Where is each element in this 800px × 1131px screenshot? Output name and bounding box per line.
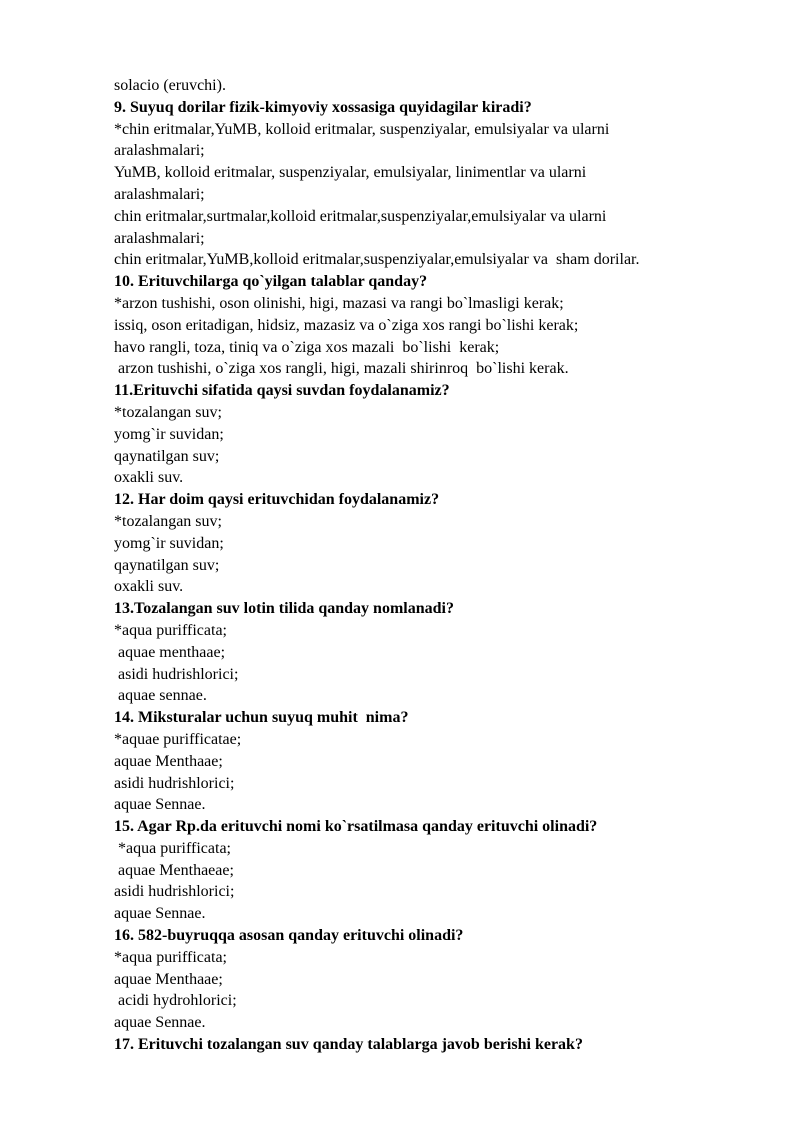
question-heading: 15. Agar Rp.da erituvchi nomi ko`rsatilmasa qanday erituvchi olinadi? — [114, 818, 598, 836]
answer-line: qaynatilgan suv; — [114, 447, 220, 465]
answer-line: *tozalangan suv; — [114, 403, 222, 421]
answer-line: aquae Sennae. — [114, 905, 206, 923]
answer-line: aquae Menthaae; — [114, 752, 223, 770]
answer-line: *aquae purifficatae; — [114, 730, 242, 748]
answer-line: oxakli suv. — [114, 578, 184, 596]
answer-line: aralashmalari; — [114, 229, 205, 247]
question-heading: 11.Erituvchi sifatida qaysi suvdan foydalanamiz? — [114, 382, 450, 400]
answer-line: aquae sennae. — [114, 687, 207, 705]
answer-line: asidi hudrishlorici; — [114, 774, 235, 792]
answer-line: aralashmalari; — [114, 142, 205, 160]
answer-line: solacio (eruvchi). — [114, 77, 226, 94]
answer-line: *tozalangan suv; — [114, 512, 222, 530]
answer-line: *chin eritmalar,YuMB, kolloid eritmalar, suspenziyalar, emulsiyalar va ularni — [114, 120, 610, 138]
answer-line: *aqua purifficata; — [114, 948, 227, 966]
answer-line: yomg`ir suvidan; — [114, 534, 224, 552]
answer-line: aquae Sennae. — [114, 796, 206, 814]
answer-line: arzon tushishi, o`ziga xos rangli, higi, mazali shirinroq bo`lishi kerak. — [114, 360, 569, 378]
answer-line: havo rangli, toza, tiniq va o`ziga xos mazali bo`lishi kerak; — [114, 338, 500, 356]
question-heading: 9. Suyuq dorilar fizik-kimyoviy xossasiga quyidagilar kiradi? — [114, 98, 532, 116]
answer-line: qaynatilgan suv; — [114, 556, 220, 574]
answer-line: chin eritmalar,surtmalar,kolloid eritmalar,suspenziyalar,emulsiyalar va ularni — [114, 207, 607, 225]
answer-line: aquae menthaae; — [114, 643, 226, 661]
answer-line: *arzon tushishi, oson olinishi, higi, mazasi va rangi bo`lmasligi kerak; — [114, 294, 564, 312]
question-heading: 10. Erituvchilarga qo`yilgan talablar qanday? — [114, 273, 428, 291]
answer-line: aquae Menthaeae; — [114, 861, 234, 879]
answer-line: *aqua purifficata; — [114, 621, 227, 639]
answer-line: aquae Sennae. — [114, 1014, 206, 1032]
question-heading: 12. Har doim qaysi erituvchidan foydalanamiz? — [114, 491, 440, 509]
answer-line: *aqua purifficata; — [114, 839, 231, 857]
answer-line: asidi hudrishlorici; — [114, 883, 235, 901]
answer-line: asidi hudrishlorici; — [114, 665, 239, 683]
answer-line: oxakli suv. — [114, 469, 184, 487]
question-heading: 13.Tozalangan suv lotin tilida qanday nomlanadi? — [114, 600, 454, 618]
answer-line: aralashmalari; — [114, 185, 205, 203]
question-heading: 17. Erituvchi tozalangan suv qanday talablarga javob berishi kerak? — [114, 1036, 583, 1054]
question-heading: 14. Miksturalar uchun suyuq muhit nima? — [114, 709, 409, 727]
question-heading: 16. 582-buyruqqa asosan qanday erituvchi olinadi? — [114, 927, 464, 945]
answer-line: YuMB, kolloid eritmalar, suspenziyalar, emulsiyalar, linimentlar va ularni — [114, 164, 587, 182]
answer-line: issiq, oson eritadigan, hidsiz, mazasiz va o`ziga xos rangi bo`lishi kerak; — [114, 316, 579, 334]
answer-line: chin eritmalar,YuMB,kolloid eritmalar,suspenziyalar,emulsiyalar va sham dorilar. — [114, 251, 640, 269]
answer-line: aquae Menthaae; — [114, 970, 223, 988]
answer-line: acidi hydrohlorici; — [114, 992, 237, 1010]
answer-line: yomg`ir suvidan; — [114, 425, 224, 443]
